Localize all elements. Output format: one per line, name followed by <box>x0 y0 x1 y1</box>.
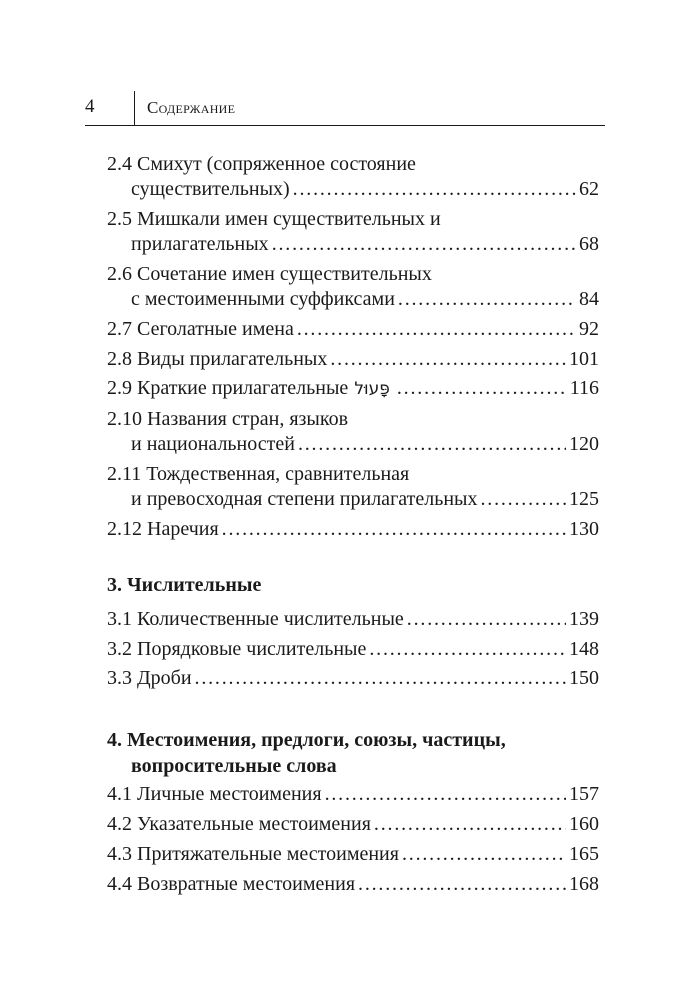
leader-dots <box>369 635 566 663</box>
toc-entry-2-6-cont[interactable] <box>0 285 684 313</box>
toc-entry-title: 2.12 Наречия <box>107 518 219 540</box>
hebrew-term: פָּעוּל <box>354 379 390 399</box>
leader-dots <box>402 840 566 868</box>
page-header <box>0 0 684 130</box>
toc-page-number: 68 <box>579 233 599 255</box>
toc-entry-title: 2.10 Названия стран, языков <box>107 408 349 430</box>
toc-page-number: 92 <box>579 318 599 340</box>
toc-entry-2-5[interactable] <box>0 205 684 233</box>
page-number: 4 <box>85 96 95 117</box>
leader-dots <box>480 485 566 513</box>
toc-page-number: 150 <box>569 667 599 689</box>
toc-entry-title: 4.4 Возвратные местоимения <box>107 873 356 895</box>
toc-entry-title: 4.1 Личные местоимения <box>107 783 322 805</box>
toc-entry-4-4[interactable] <box>0 870 684 898</box>
toc-page-number: 101 <box>569 348 599 370</box>
toc-entry-2-6[interactable] <box>0 260 684 288</box>
toc-entry-title: существительных) <box>131 178 290 200</box>
header-vertical-rule <box>134 91 135 126</box>
toc-page-number: 116 <box>569 377 599 399</box>
toc-entry-title: 2.11 Тождественная, сравнительная <box>107 463 410 485</box>
toc-entry-title: прилагательных <box>131 233 269 255</box>
toc-entry-title: 2.6 Сочетание имен существительных <box>107 263 432 285</box>
toc-entry-title: 3.1 Количественные числительные <box>107 608 404 630</box>
toc-entry-title: 4.3 Притяжательные местоимения <box>107 843 399 865</box>
toc-entry-2-4[interactable] <box>0 150 684 178</box>
toc-entry-title: 2.7 Сеголатные имена <box>107 318 294 340</box>
leader-dots <box>407 605 566 633</box>
toc-entry-2-12[interactable] <box>0 515 684 543</box>
toc-page-number: 62 <box>579 178 599 200</box>
leader-dots <box>195 664 566 692</box>
leader-dots <box>330 345 566 373</box>
toc-page-number: 139 <box>569 608 599 630</box>
toc-entry-title: и превосходная степени прилагательных <box>131 488 478 510</box>
leader-dots <box>358 870 566 898</box>
toc-entry-2-4-cont[interactable] <box>0 175 684 203</box>
running-title: Содержание <box>147 98 236 117</box>
leader-dots <box>325 780 566 808</box>
toc-page-number: 148 <box>569 638 599 660</box>
toc-page-number: 160 <box>569 813 599 835</box>
toc-page-number: 120 <box>569 433 599 455</box>
leader-dots <box>272 230 576 258</box>
section-heading-4-cont[interactable]: вопросительные слова <box>131 755 337 777</box>
toc-page-number: 165 <box>569 843 599 865</box>
toc-entry-4-1[interactable] <box>0 780 684 808</box>
leader-dots <box>293 175 576 203</box>
leader-dots <box>297 315 576 343</box>
toc-entry-2-8[interactable] <box>0 345 684 373</box>
toc-entry-title: 3.3 Дроби <box>107 667 192 689</box>
toc-entry-2-5-cont[interactable] <box>0 230 684 258</box>
toc-page-number: 84 <box>579 288 599 310</box>
leader-dots <box>222 515 566 543</box>
toc-entry-3-1[interactable] <box>0 605 684 633</box>
toc-entry-2-11[interactable] <box>0 460 684 488</box>
toc-entry-title: и национальностей <box>131 433 295 455</box>
toc-entry-3-2[interactable] <box>0 635 684 663</box>
toc-entry-title: с местоименными суффиксами <box>131 288 395 310</box>
toc-entry-title: 2.9 Краткие прилагательные <box>107 377 349 399</box>
leader-dots <box>397 374 567 402</box>
section-heading-4[interactable]: 4. Местоимения, предлоги, союзы, частицы, <box>107 729 506 751</box>
leader-dots <box>298 430 566 458</box>
toc-entry-2-7[interactable] <box>0 315 684 343</box>
header-horizontal-rule <box>85 125 605 126</box>
toc-entry-4-2[interactable] <box>0 810 684 838</box>
toc-page-number: 157 <box>569 783 599 805</box>
leader-dots <box>398 285 576 313</box>
toc-entry-title: 2.5 Мишкали имен существительных и <box>107 208 441 230</box>
toc-entry-title: 2.8 Виды прилагательных <box>107 348 328 370</box>
toc-entry-2-9[interactable] <box>0 374 684 402</box>
toc-entry-2-11-cont[interactable] <box>0 485 684 513</box>
toc-entry-4-3[interactable] <box>0 840 684 868</box>
toc-page-number: 125 <box>569 488 599 510</box>
toc-page-number: 130 <box>569 518 599 540</box>
section-heading-3[interactable]: 3. Числительные <box>107 574 262 596</box>
toc-entry-title: 3.2 Порядковые числительные <box>107 638 367 660</box>
toc-page-number: 168 <box>569 873 599 895</box>
toc-entry-title: 2.4 Смихут (сопряженное состояние <box>107 153 416 175</box>
toc-entry-2-10-cont[interactable] <box>0 430 684 458</box>
leader-dots <box>374 810 566 838</box>
toc-entry-title: 4.2 Указательные местоимения <box>107 813 371 835</box>
toc-entry-3-3[interactable] <box>0 664 684 692</box>
toc-entry-2-10[interactable] <box>0 405 684 433</box>
